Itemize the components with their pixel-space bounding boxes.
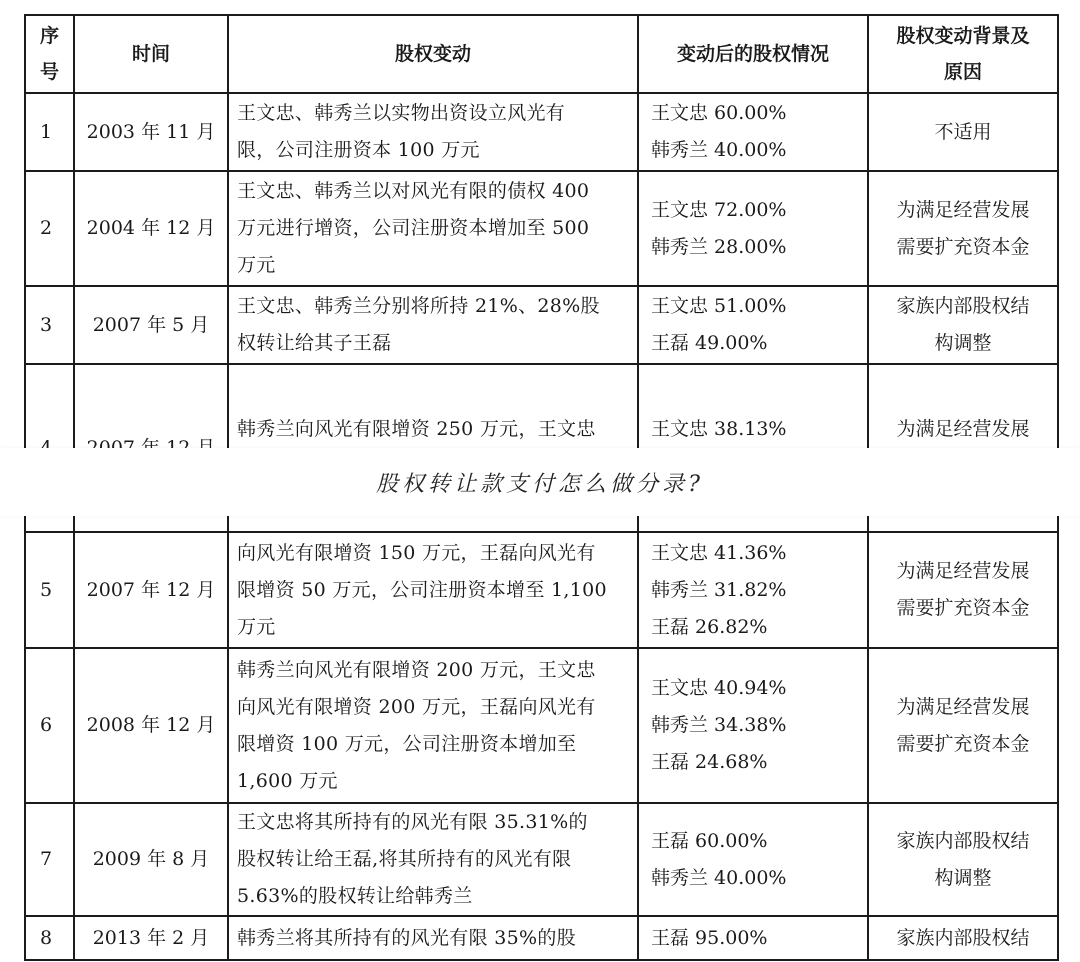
cell-line: 王文忠将其所持有的风光有限 35.31%的 xyxy=(237,811,588,833)
table-row xyxy=(25,648,1058,803)
cell-equity-change xyxy=(228,532,638,648)
cell-serial-number: 1 xyxy=(25,93,74,171)
question-text: 股权转让款支付怎么做分录? xyxy=(376,471,704,497)
cell-line: 王文忠、韩秀兰以实物出资设立风光有 xyxy=(237,102,566,124)
cell-equity-after xyxy=(638,803,868,916)
cell-serial-number: 8 xyxy=(25,916,74,960)
cell-date: 2004 年 12 月 xyxy=(74,171,228,286)
cell-line: 家族内部股权结 xyxy=(896,295,1030,317)
header-reason: 股权变动背景及 原因 xyxy=(868,15,1058,93)
cell-equity-after xyxy=(638,171,868,286)
cell-date: 2009 年 8 月 xyxy=(74,803,228,916)
cell-reason xyxy=(868,171,1058,286)
cell-equity-change xyxy=(228,803,638,916)
cell-date: 2007 年 5 月 xyxy=(74,286,228,364)
table-row xyxy=(25,916,1058,960)
cell-reason xyxy=(868,648,1058,803)
cell-line: 构调整 xyxy=(934,866,992,889)
cell-line: 韩秀兰 40.00% xyxy=(651,139,787,161)
cell-line: 王文忠、韩秀兰以对风光有限的债权 400 xyxy=(237,180,590,202)
cell-line: 为满足经营发展 xyxy=(896,198,1030,221)
table-row xyxy=(25,93,1058,171)
cell-line: 韩秀兰向风光有限增资 200 万元，王文忠 xyxy=(237,658,596,681)
cell-date: 2003 年 11 月 xyxy=(74,93,228,171)
cell-equity-after xyxy=(638,916,868,960)
cell-line: 王磊 24.68% xyxy=(651,751,768,773)
cell-line: 王磊 49.00% xyxy=(651,332,768,354)
cell-reason xyxy=(868,93,1058,171)
cell-equity-change xyxy=(228,916,638,960)
cell-equity-change xyxy=(228,286,638,364)
cell-date: 2013 年 2 月 xyxy=(74,916,228,960)
cell-line: 家族内部股权结 xyxy=(896,926,1030,949)
cell-line: 韩秀兰 34.38% xyxy=(651,714,787,736)
cell-serial-number: 3 xyxy=(25,286,74,364)
header-serial-number: 序 号 xyxy=(25,15,74,93)
table-row xyxy=(25,532,1058,648)
cell-line: 向风光有限增资 150 万元，王磊向风光有 xyxy=(237,541,596,564)
cell-serial-number: 5 xyxy=(25,532,74,648)
cell-date: 2007 年 12 月 xyxy=(74,532,228,648)
cell-line: 1,600 万元 xyxy=(237,769,338,792)
cell-line: 万元进行增资，公司注册资本增加至 500 xyxy=(237,217,590,239)
cell-line: 王文忠 51.00% xyxy=(651,295,787,317)
table-row xyxy=(25,171,1058,286)
cell-serial-number: 2 xyxy=(25,171,74,286)
cell-line: 5.63%的股权转让给韩秀兰 xyxy=(237,885,473,907)
cell-line: 为满足经营发展 xyxy=(896,695,1030,718)
cell-reason xyxy=(868,532,1058,648)
cell-line: 王文忠 41.36% xyxy=(651,541,787,564)
cell-line: 需要扩充资本金 xyxy=(896,235,1030,258)
cell-line: 需要扩充资本金 xyxy=(896,597,1030,619)
cell-line: 为满足经营发展 xyxy=(896,418,1030,440)
cell-line: 韩秀兰 40.00% xyxy=(651,866,787,889)
cell-reason xyxy=(868,286,1058,364)
cell-line: 王文忠 40.94% xyxy=(651,677,787,699)
cell-line: 权转让给其子王磊 xyxy=(237,332,392,354)
cell-line: 万元 xyxy=(237,615,276,638)
cell-line: 限增资 50 万元，公司注册资本增至 1,100 xyxy=(237,578,607,601)
question-banner xyxy=(0,448,1080,516)
cell-line: 需要扩充资本金 xyxy=(896,732,1030,755)
table-header-row xyxy=(25,15,1058,93)
cell-line: 王文忠、韩秀兰分别将所持 21%、28%股 xyxy=(237,295,600,317)
table-row xyxy=(25,286,1058,364)
cell-serial-number: 7 xyxy=(25,803,74,916)
cell-equity-change xyxy=(228,171,638,286)
cell-line: 不适用 xyxy=(934,120,992,143)
cell-line: 王文忠 60.00% xyxy=(651,102,787,124)
cell-line: 王磊 95.00% xyxy=(651,926,768,949)
cell-line: 限，公司注册资本 100 万元 xyxy=(237,139,480,161)
table-row xyxy=(25,803,1058,916)
cell-reason xyxy=(868,803,1058,916)
cell-line: 家族内部股权结 xyxy=(896,829,1030,852)
header-equity-change: 股权变动 xyxy=(228,15,638,93)
cell-line: 王磊 26.82% xyxy=(651,615,768,638)
cell-line: 王文忠 72.00% xyxy=(651,198,787,221)
cell-reason xyxy=(868,916,1058,960)
cell-line: 股权转让给王磊,将其所持有的风光有限 xyxy=(237,848,572,870)
cell-line: 构调整 xyxy=(934,332,992,354)
cell-date: 2008 年 12 月 xyxy=(74,648,228,803)
cell-equity-change xyxy=(228,648,638,803)
cell-equity-after xyxy=(638,93,868,171)
cell-line: 韩秀兰将其所持有的风光有限 35%的股 xyxy=(237,926,576,949)
cell-equity-after xyxy=(638,532,868,648)
cell-serial-number: 6 xyxy=(25,648,74,803)
cell-line: 万元 xyxy=(237,254,276,276)
cell-equity-change xyxy=(228,93,638,171)
cell-line: 韩秀兰 28.00% xyxy=(651,235,787,258)
cell-line: 王磊 60.00% xyxy=(651,829,768,852)
cell-equity-after xyxy=(638,286,868,364)
cell-line: 限增资 100 万元，公司注册资本增加至 xyxy=(237,732,577,755)
cell-line: 向风光有限增资 200 万元，王磊向风光有 xyxy=(237,695,596,718)
header-equity-after-change: 变动后的股权情况 xyxy=(638,15,868,93)
cell-line: 韩秀兰向风光有限增资 250 万元，王文忠 xyxy=(237,418,596,440)
cell-line: 王文忠 38.13% xyxy=(651,418,787,440)
cell-equity-after xyxy=(638,648,868,803)
header-date: 时间 xyxy=(74,15,228,93)
cell-line: 韩秀兰 31.82% xyxy=(651,578,787,601)
cell-line: 为满足经营发展 xyxy=(896,560,1030,582)
